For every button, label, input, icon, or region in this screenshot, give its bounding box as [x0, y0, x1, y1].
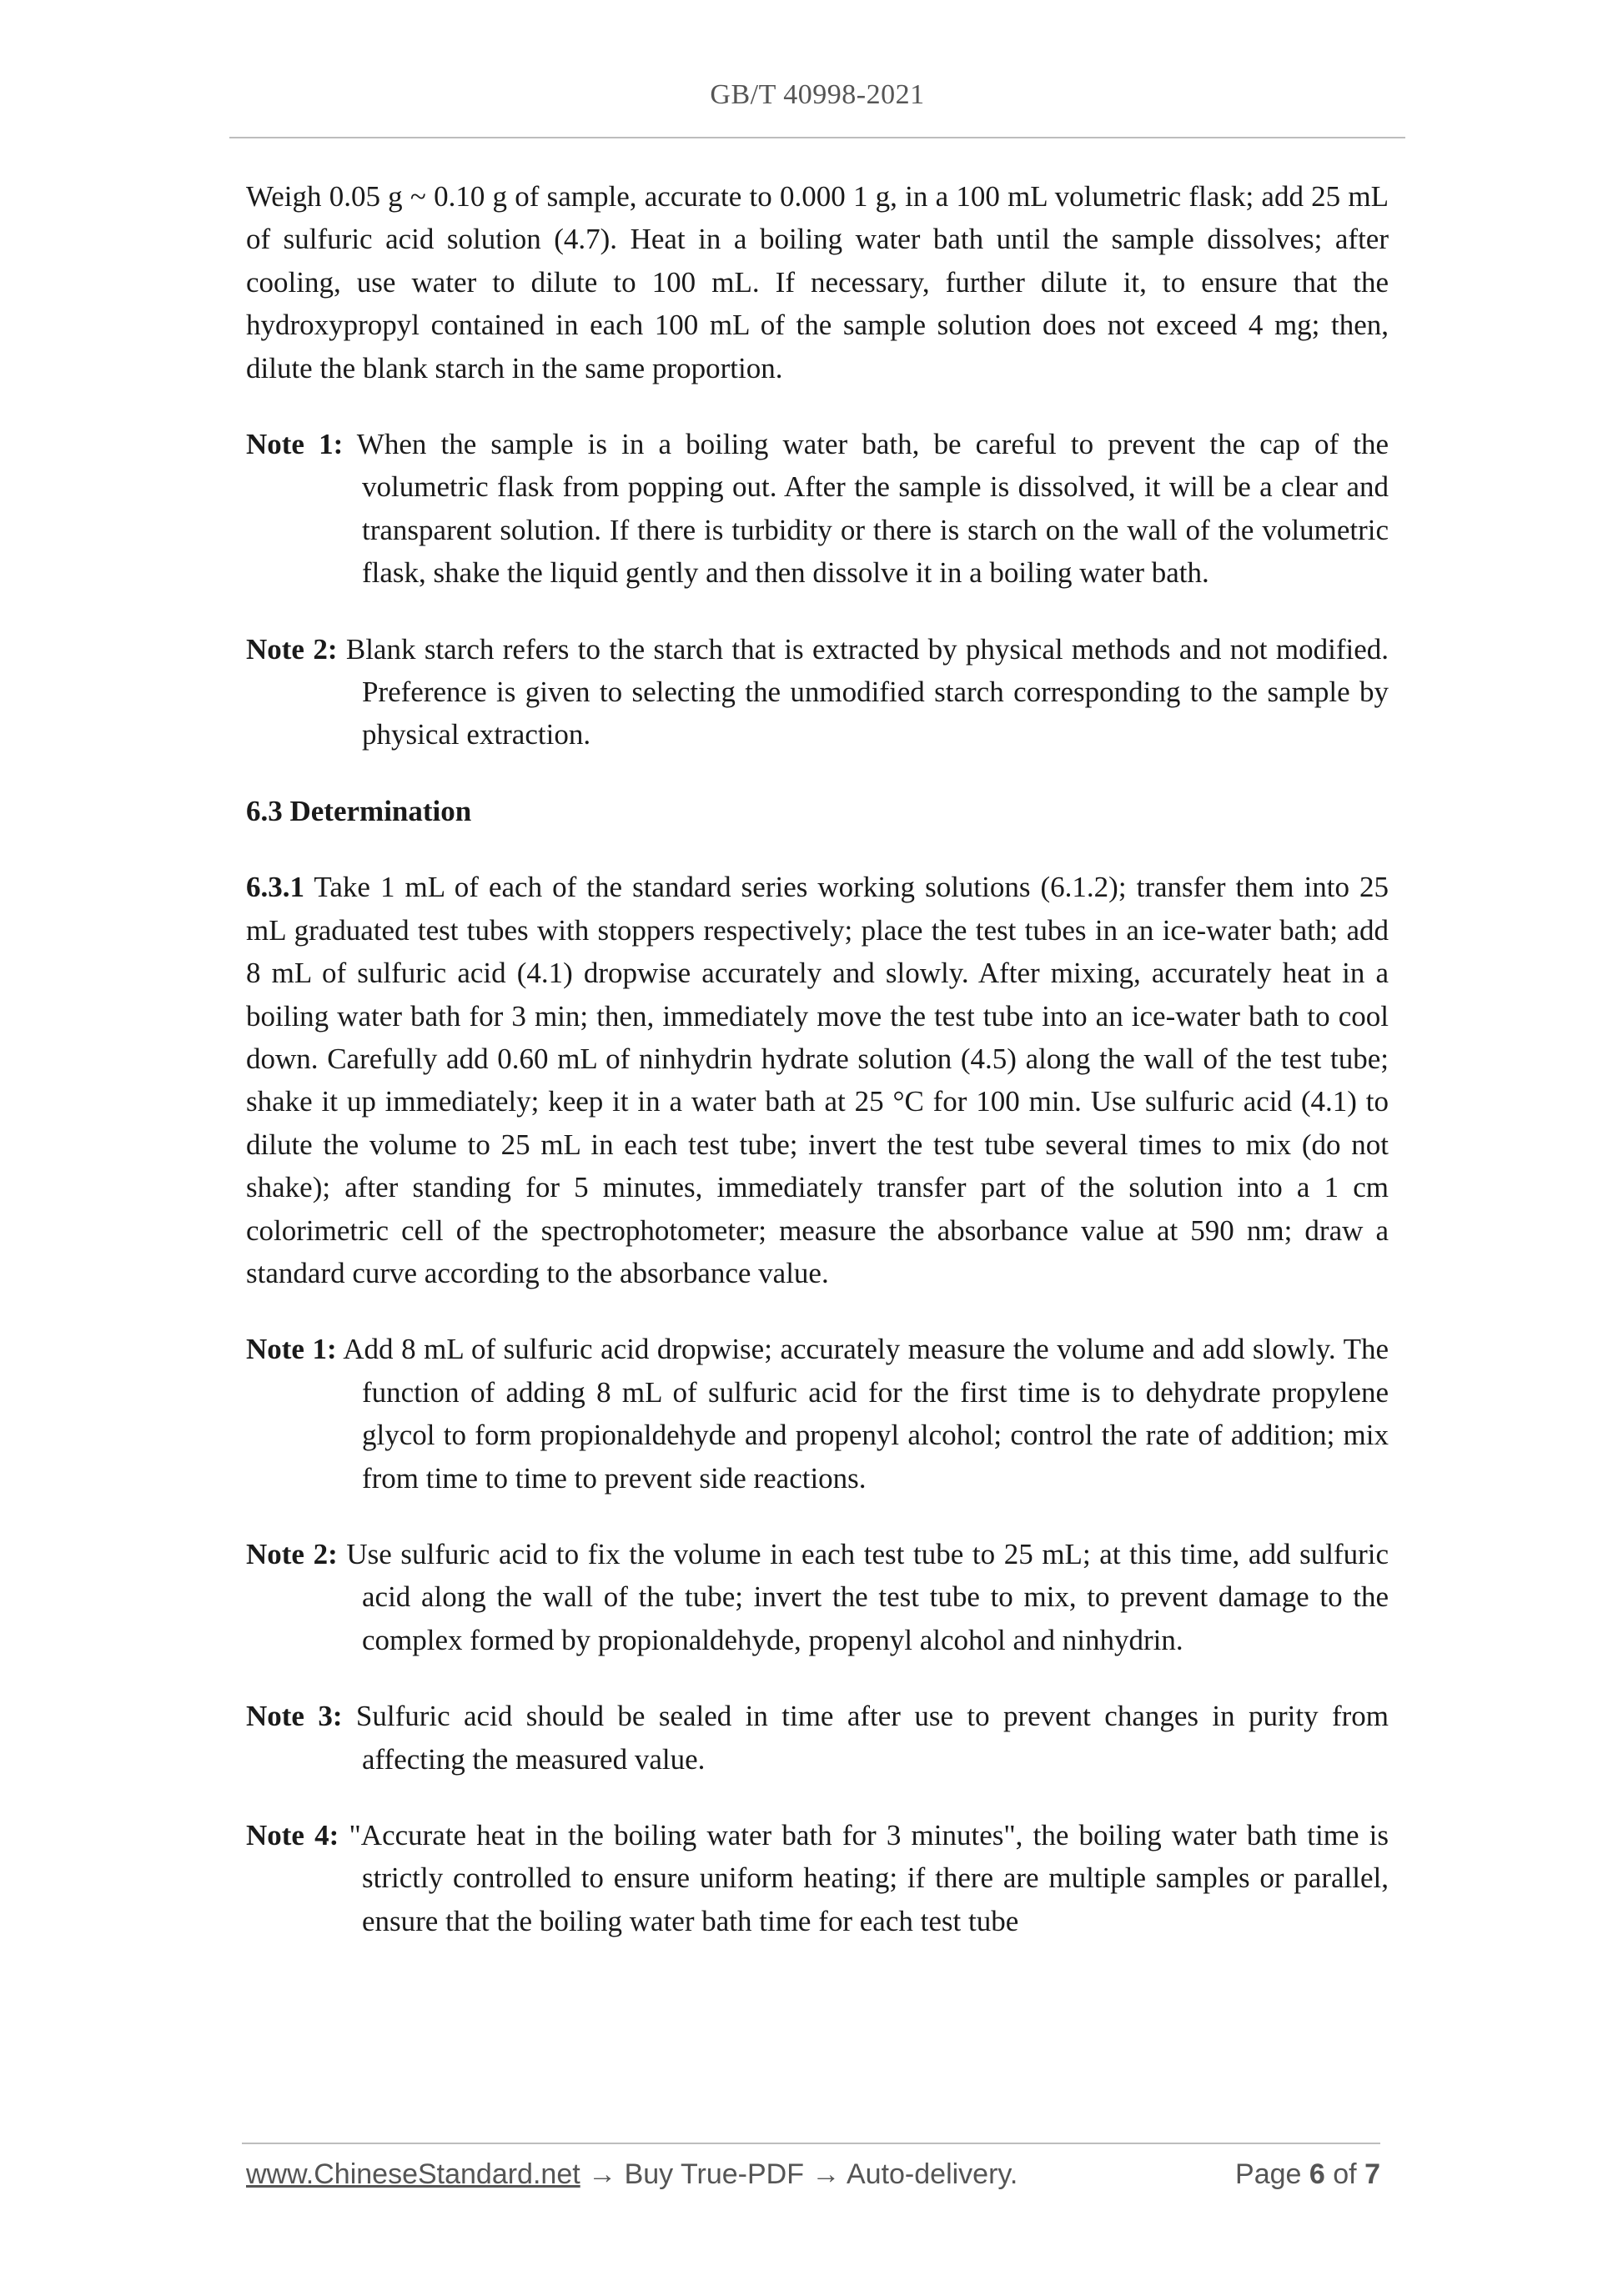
- page-indicator: [1235, 2158, 1380, 2191]
- note-block: [246, 1695, 1389, 1781]
- clause-number: 6.3.1: [246, 871, 304, 904]
- note-text: When the sample is in a boiling water bath, be careful to prevent the cap of the volumetric flask from popping out. After the sample is dissolved, it will be a clear and transparent solution. If there is turbidity or there is starch on the wall of the volumetric flask, shake the liquid gently and then dissolve it in a boiling water bath.: [356, 428, 1389, 590]
- note-block: [246, 628, 1389, 756]
- note-text: Use sulfuric acid to fix the volume in each test tube to 25 mL; at this time, add sulfuric acid along the wall of the tube; invert the test tube to mix, to prevent damage to the complex formed by propionaldehyde, propenyl alcohol and ninhydrin.: [346, 1537, 1389, 1656]
- note-label: Note 1:: [246, 428, 344, 461]
- note-text: "Accurate heat in the boiling water bath for 3 minutes", the boiling water bath time is strictly controlled to ensure uniform heating; if there are multiple samples or parallel, ensure that the boiling water bath time for each test tube: [349, 1819, 1389, 1937]
- clause-paragraph: [246, 866, 1389, 1294]
- footer-divider: [242, 2143, 1380, 2144]
- promo-text: → Buy True-PDF → Auto-delivery.: [580, 2158, 1018, 2190]
- note-text: Add 8 mL of sulfuric acid dropwise; accurately measure the volume and add slowly. The function of adding 8 mL of sulfuric acid for the first time is to dehydrate propylene glycol to form propionaldehyde and propenyl alcohol; control the rate of addition; mix from time to time to prevent side reactions.: [343, 1333, 1389, 1495]
- page-header-standard-code: GB/T 40998-2021: [710, 79, 925, 110]
- page-total: 7: [1364, 2158, 1380, 2190]
- note-label: Note 3:: [246, 1700, 343, 1733]
- section-heading: 6.3 Determination: [246, 794, 472, 827]
- note-label: Note 2:: [246, 1537, 338, 1570]
- note-block: [246, 1533, 1389, 1661]
- page-current: 6: [1309, 2158, 1325, 2190]
- header-divider: [229, 137, 1405, 138]
- page-label: Page: [1235, 2158, 1302, 2190]
- note-block: [246, 1814, 1389, 1942]
- note-text: Blank starch refers to the starch that is extracted by physical methods and not modified. Preference is given to selecting the unmodified starch corresponding to the sample by physical extraction.: [345, 632, 1389, 751]
- note-text: Sulfuric acid should be sealed in time after use to prevent changes in purity from affecting the measured value.: [355, 1700, 1389, 1776]
- page-of: of: [1333, 2158, 1357, 2190]
- document-body: [246, 175, 1389, 1976]
- note-label: Note 1:: [246, 1333, 337, 1366]
- clause-text: Take 1 mL of each of the standard series working solutions (6.1.2); transfer them into 25 mL graduated test tubes with stoppers respectively; place the test tubes in an ice-water bath; add 8 mL of sulfuric acid (4.1) dropwise accurately and slowly. After mixing, accurately heat in a boiling water bath for 3 min; then, immediately move the test tube into an ice-water bath to cool down. Carefully add 0.60 mL of ninhydrin hydrate solution (4.5) along the wall of the test tube; shake it up immediately; keep it in a water bath at 25 °C for 100 min. Use sulfuric acid (4.1) to dilute the volume to 25 mL in each test tube; invert the test tube several times to mix (do not shake); after standing for 5 minutes, immediately transfer part of the solution into a 1 cm colorimetric cell of the spectrophotometer; measure the absorbance value at 590 nm; draw a standard curve according to the absorbance value.: [246, 871, 1389, 1289]
- intro-paragraph: Weigh 0.05 g ~ 0.10 g of sample, accurate to 0.000 1 g, in a 100 mL volumetric flask; add 25 mL of sulfuric acid solution (4.7). Heat in a boiling water bath until the sample dissolves; after cooling, use water to dilute to 100 mL. If necessary, further dilute it, to ensure that the hydroxypropyl contained in each 100 mL of the sample solution does not exceed 4 mg; then, dilute the blank starch in the same proportion.: [246, 180, 1389, 384]
- note-block: [246, 423, 1389, 595]
- page-footer: [246, 2158, 1380, 2191]
- footer-promo: [246, 2158, 1018, 2191]
- note-label: Note 2:: [246, 632, 338, 666]
- note-label: Note 4:: [246, 1819, 339, 1851]
- site-link[interactable]: www.ChineseStandard.net: [246, 2158, 580, 2190]
- note-block: [246, 1328, 1389, 1500]
